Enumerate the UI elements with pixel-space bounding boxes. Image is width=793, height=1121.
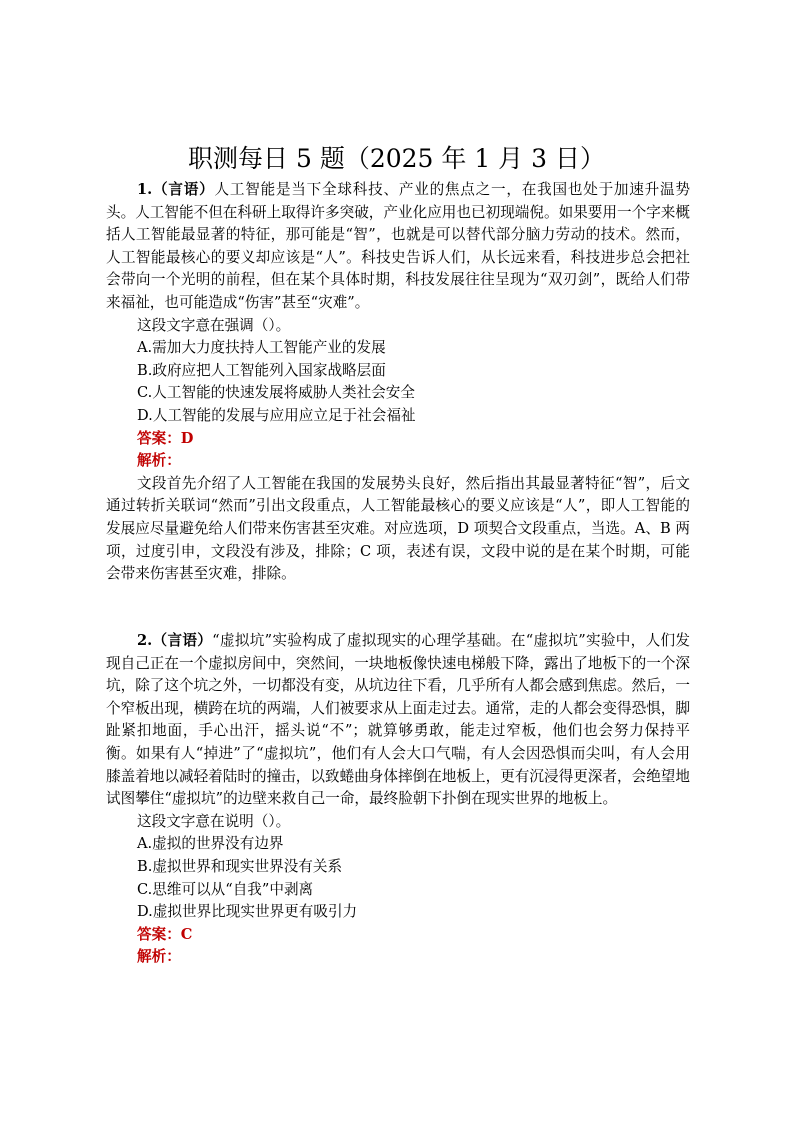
question-2-text: “虚拟坑”实验构成了虚拟现实的心理学基础。在“虚拟坑”实验中，人们发现自己正在一个虚拟房间中，突然间，一块地板像快速电梯般下降，露出了地板下的一个深坑，除了这个坑之外，一切都没有变，从坑边往下看，几乎所有人都会感到焦虑。然后，一个窄板出现，横跨在坑的两端，人们被要求从上面走过去。通常，走的人都会变得恐惧，脚趾紧扣地面，手心出汗，摇头说“不”；就算够勇敢，能走过窄板，他们也会努力保持平衡。如果有人“掉进”了“虚拟坑”，他们有人会大口气喘，有人会因恐惧而尖叫，有人会用膝盖着地以减轻着陆时的撞击，以致蜷曲身体摔倒在地板上，更有沉浸得更深者，会绝望地试图攀住“虚拟坑”的边壁来救自己一命，最终脸朝下扑倒在现实世界的地板上。 [106, 632, 690, 808]
question-2-option-c: C.思维可以从“自我”中剥离 [137, 880, 314, 898]
question-2-answer: 答案：C [137, 925, 193, 943]
question-1-answer: 答案：D [137, 429, 194, 447]
question-2-option-b: B.虚拟世界和现实世界没有关系 [137, 857, 343, 875]
question-2 [106, 630, 690, 969]
question-1 [106, 179, 690, 586]
question-1-number: 1. [137, 181, 153, 198]
question-2-tag: （言语） [152, 632, 213, 649]
question-1-option-a: A.需加大力度扶持人工智能产业的发展 [137, 339, 386, 357]
question-2-number: 2. [137, 632, 153, 649]
question-1-option-d: D.人工智能的发展与应用应立足于社会福祉 [137, 406, 416, 424]
question-2-prompt: 这段文字意在说明（）。 [137, 812, 291, 830]
page-title: 职测每日 5 题（2025 年 1 月 3 日） [188, 144, 605, 173]
question-1-stem [106, 179, 690, 315]
question-1-option-c: C.人工智能的快速发展将威胁人类社会安全 [137, 384, 415, 402]
question-2-option-d: D.虚拟世界比现实世界更有吸引力 [137, 903, 358, 921]
question-1-analysis: 文段首先介绍了人工智能在我国的发展势头良好，然后指出其最显著特征“智”，后文通过转折关联词“然而”引出文段重点，人工智能最核心的要义应该是“人”，即人工智能的发展应尽量避免给人们带来伤害甚至灾难。对应选项，D 项契合文段重点，当选。A、B 两项，过度引申，文段没有涉及，排除；C 项，表述有误，文段中说的是在某个时期，可能会带来伤害甚至灾难，排除。 [106, 474, 690, 583]
question-2-analysis-label: 解析： [137, 948, 181, 966]
question-1-prompt: 这段文字意在强调（）。 [137, 316, 291, 334]
question-1-option-b: B.政府应把人工智能列入国家战略层面 [137, 361, 386, 379]
question-1-analysis-label: 解析： [137, 452, 181, 470]
question-2-stem [106, 630, 690, 811]
question-2-option-a: A.虚拟的世界没有边界 [137, 835, 284, 853]
question-1-text: 人工智能是当下全球科技、产业的焦点之一，在我国也处于加速升温势头。人工智能不但在科研上取得许多突破，产业化应用也已初现端倪。如果要用一个字来概括人工智能最显著的特征，那可能是“智”，也就是可以替代部分脑力劳动的技术。然而，人工智能最核心的要义却应该是“人”。科技史告诉人们，从长远来看，科技进步总会把社会带向一个光明的前程，但在某个具体时期，科技发展往往呈现为“双刃剑”，既给人们带来福祉，也可能造成“伤害”甚至“灾难”。 [106, 181, 690, 311]
question-1-tag: （言语） [152, 181, 215, 198]
